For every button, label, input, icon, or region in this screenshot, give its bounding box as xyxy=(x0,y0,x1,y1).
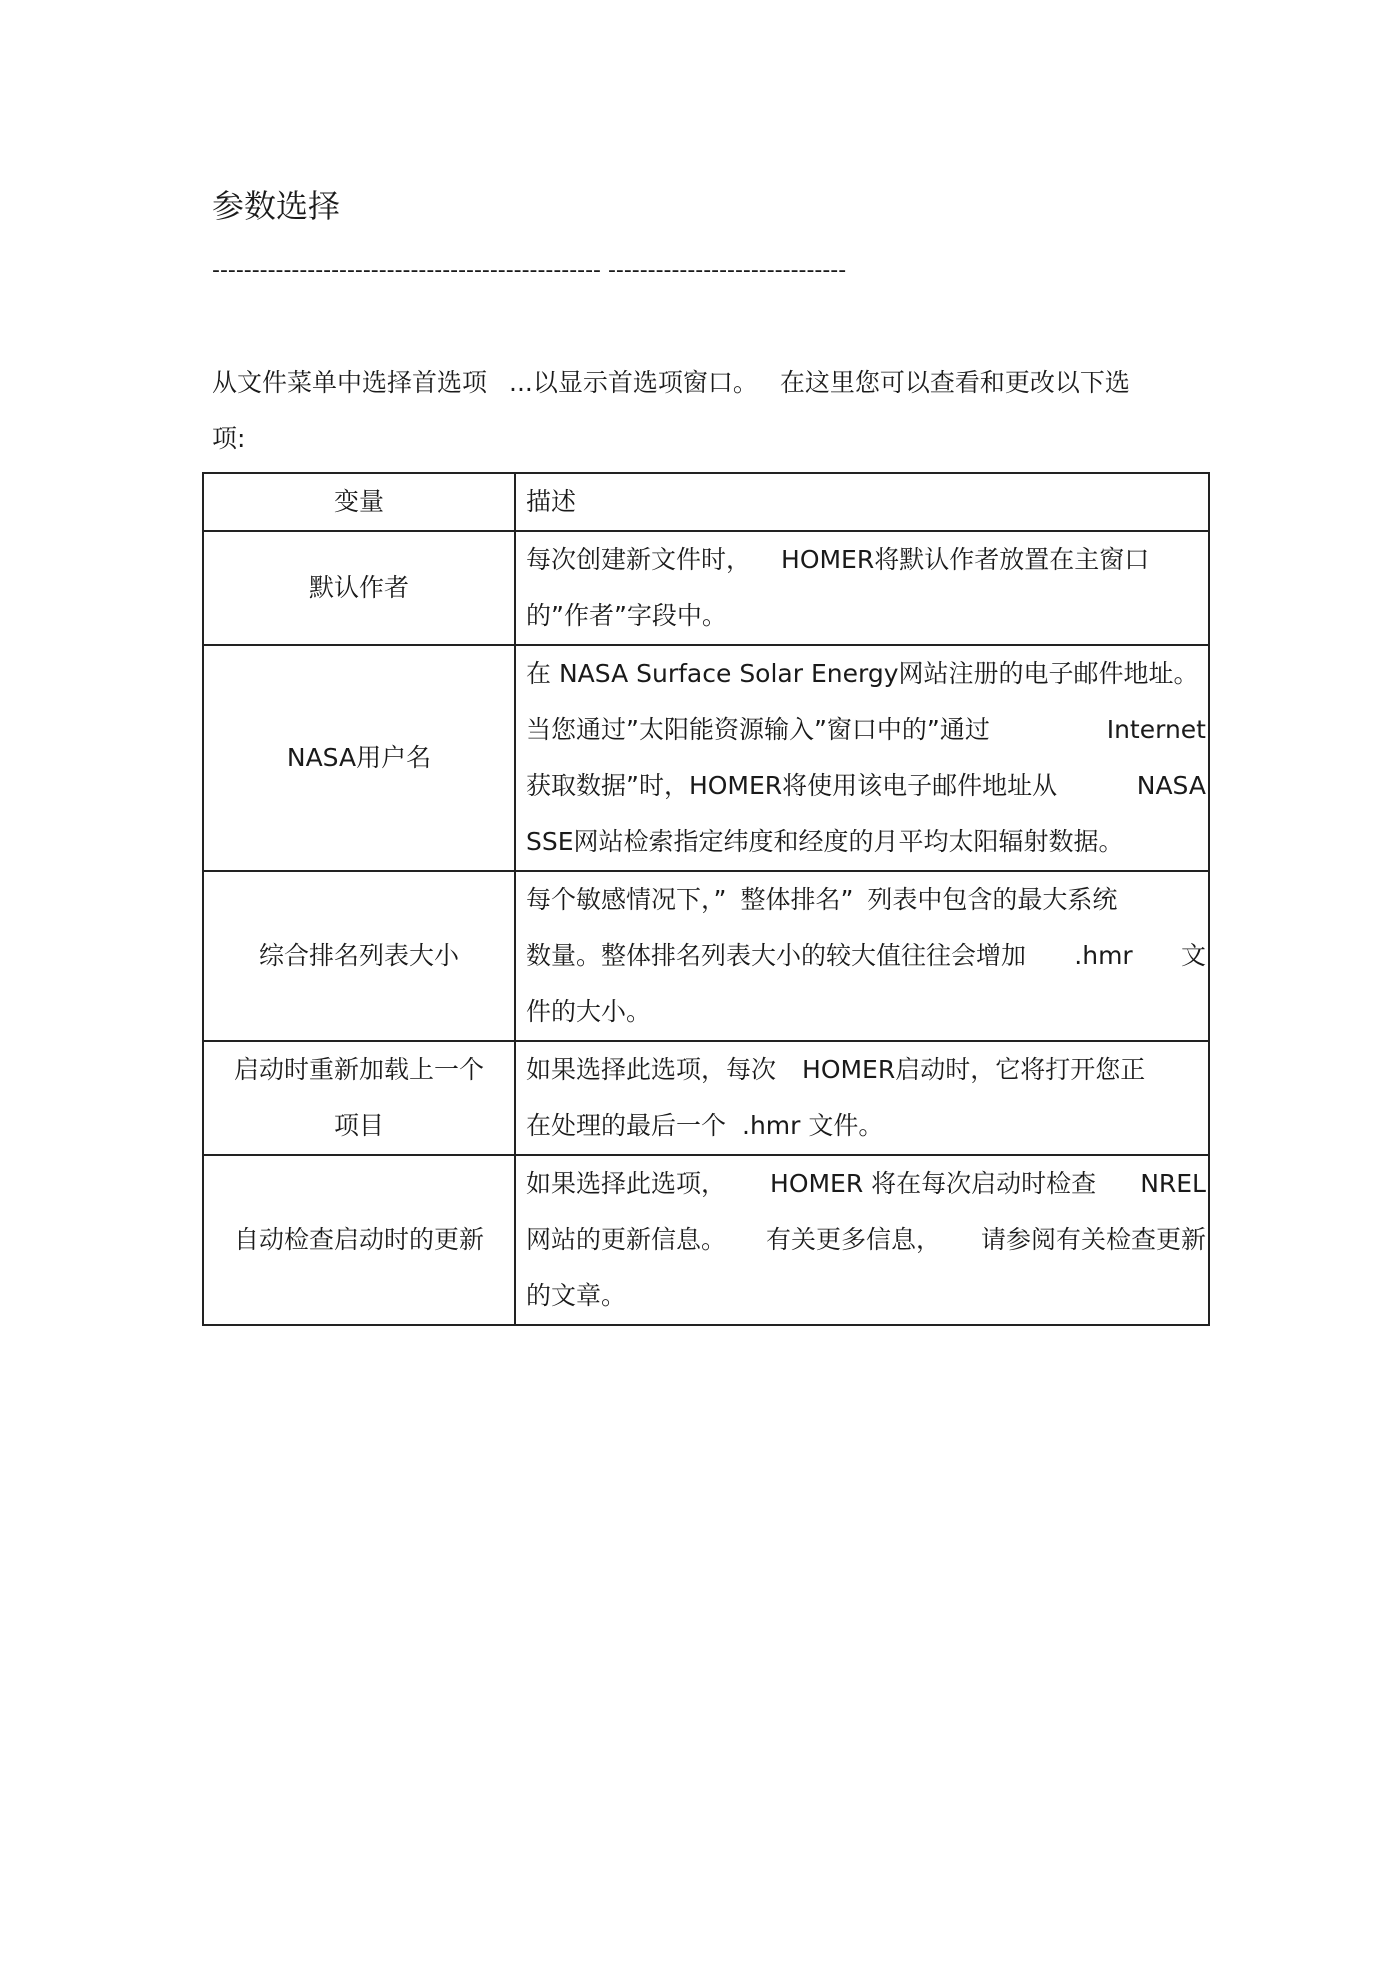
description-line xyxy=(526,1212,1206,1268)
text-segment: NASA xyxy=(1136,771,1206,800)
text-segment: 当您通过”太阳能资源输入”窗口中的”通过 xyxy=(526,715,990,744)
text-segment: Internet xyxy=(1106,715,1206,744)
text-segment: SSE网站检索指定纬度和经度的月平均太阳辐射数据。 xyxy=(526,827,1124,856)
description-line xyxy=(526,588,1206,644)
description-line xyxy=(526,702,1206,758)
text-segment: 整体排名” xyxy=(740,885,854,914)
table-row xyxy=(203,1155,1209,1325)
variable-reload-last-project xyxy=(203,1041,515,1155)
variable-nasa-username: NASA用户名 xyxy=(203,645,515,871)
text-segment: .hmr 文件。 xyxy=(742,1111,884,1140)
description-line xyxy=(526,1042,1206,1098)
description-overall-ranking-size xyxy=(515,871,1209,1041)
text-segment: 的”作者”字段中。 xyxy=(526,601,727,630)
variable-overall-ranking-size: 综合排名列表大小 xyxy=(203,871,515,1041)
text-segment: 列表中包含的最大系统 xyxy=(867,885,1118,914)
header-description: 描述 xyxy=(515,473,1209,531)
table-row xyxy=(203,531,1209,645)
text-segment: 在处理的最后一个 xyxy=(526,1111,727,1140)
text-segment: 请参阅有关检查更新 xyxy=(980,1225,1206,1254)
variable-auto-check-updates: 自动检查启动时的更新 xyxy=(203,1155,515,1325)
text-segment: 数量。整体排名列表大小的较大值往往会增加 xyxy=(526,941,1027,970)
header-variable: 变量 xyxy=(203,473,515,531)
table-row xyxy=(203,871,1209,1041)
text-segment: 每个敏感情况下，” xyxy=(526,885,727,914)
description-line xyxy=(526,814,1206,870)
table-header-row xyxy=(203,473,1209,531)
variable-default-author: 默认作者 xyxy=(203,531,515,645)
table-row xyxy=(203,1041,1209,1155)
text-segment: 的文章。 xyxy=(526,1281,627,1310)
text-segment: 在 NASA Surface Solar Energy网站注册的电子邮件地址。 xyxy=(526,659,1199,688)
intro-text-window: ...以显示首选项窗口。 xyxy=(509,368,758,397)
text-segment: 网站的更新信息。 xyxy=(526,1225,727,1254)
description-line xyxy=(526,646,1206,702)
text-segment: 件的大小。 xyxy=(526,997,652,1026)
table-row xyxy=(203,645,1209,871)
separator-line: ------------------------------------------------- ------------------------------ xyxy=(212,258,847,283)
text-segment: 如果选择此选项， xyxy=(526,1169,727,1198)
description-line xyxy=(526,1156,1206,1212)
description-auto-check-updates xyxy=(515,1155,1209,1325)
description-line xyxy=(526,1268,1206,1324)
text-segment: HOMER将默认作者放置在主窗口 xyxy=(781,545,1150,574)
description-line xyxy=(526,532,1206,588)
text-segment: 有关更多信息， xyxy=(765,1225,941,1254)
page-title: 参数选择 xyxy=(212,187,341,225)
description-line xyxy=(526,1098,1206,1154)
text-segment: 获取数据”时，HOMER将使用该电子邮件地址从 xyxy=(526,771,1058,800)
description-line xyxy=(526,758,1206,814)
description-reload-last-project xyxy=(515,1041,1209,1155)
description-default-author xyxy=(515,531,1209,645)
description-nasa-username xyxy=(515,645,1209,871)
description-line xyxy=(526,984,1206,1040)
text-segment: 如果选择此选项，每次 xyxy=(526,1055,777,1084)
preferences-table xyxy=(202,472,1210,1326)
text-segment: .hmr xyxy=(1074,941,1133,970)
text-segment: NREL xyxy=(1140,1169,1206,1198)
text-segment: HOMER启动时，它将打开您正 xyxy=(802,1055,1146,1084)
intro-paragraph xyxy=(212,355,1192,467)
text-segment: 每次创建新文件时， xyxy=(526,545,752,574)
intro-line-1 xyxy=(212,355,1192,411)
description-line xyxy=(526,928,1206,984)
intro-text-options: 在这里您可以查看和更改以下选 xyxy=(779,368,1130,397)
text-segment: HOMER 将在每次启动时检查 xyxy=(770,1169,1097,1198)
variable-line: 启动时重新加载上一个 xyxy=(233,1055,484,1084)
description-line xyxy=(526,872,1206,928)
text-segment: 文 xyxy=(1180,941,1206,970)
intro-line-2: 项: xyxy=(212,424,246,453)
intro-text-menu: 从文件菜单中选择首选项 xyxy=(212,368,488,397)
variable-line: 项目 xyxy=(333,1111,384,1140)
